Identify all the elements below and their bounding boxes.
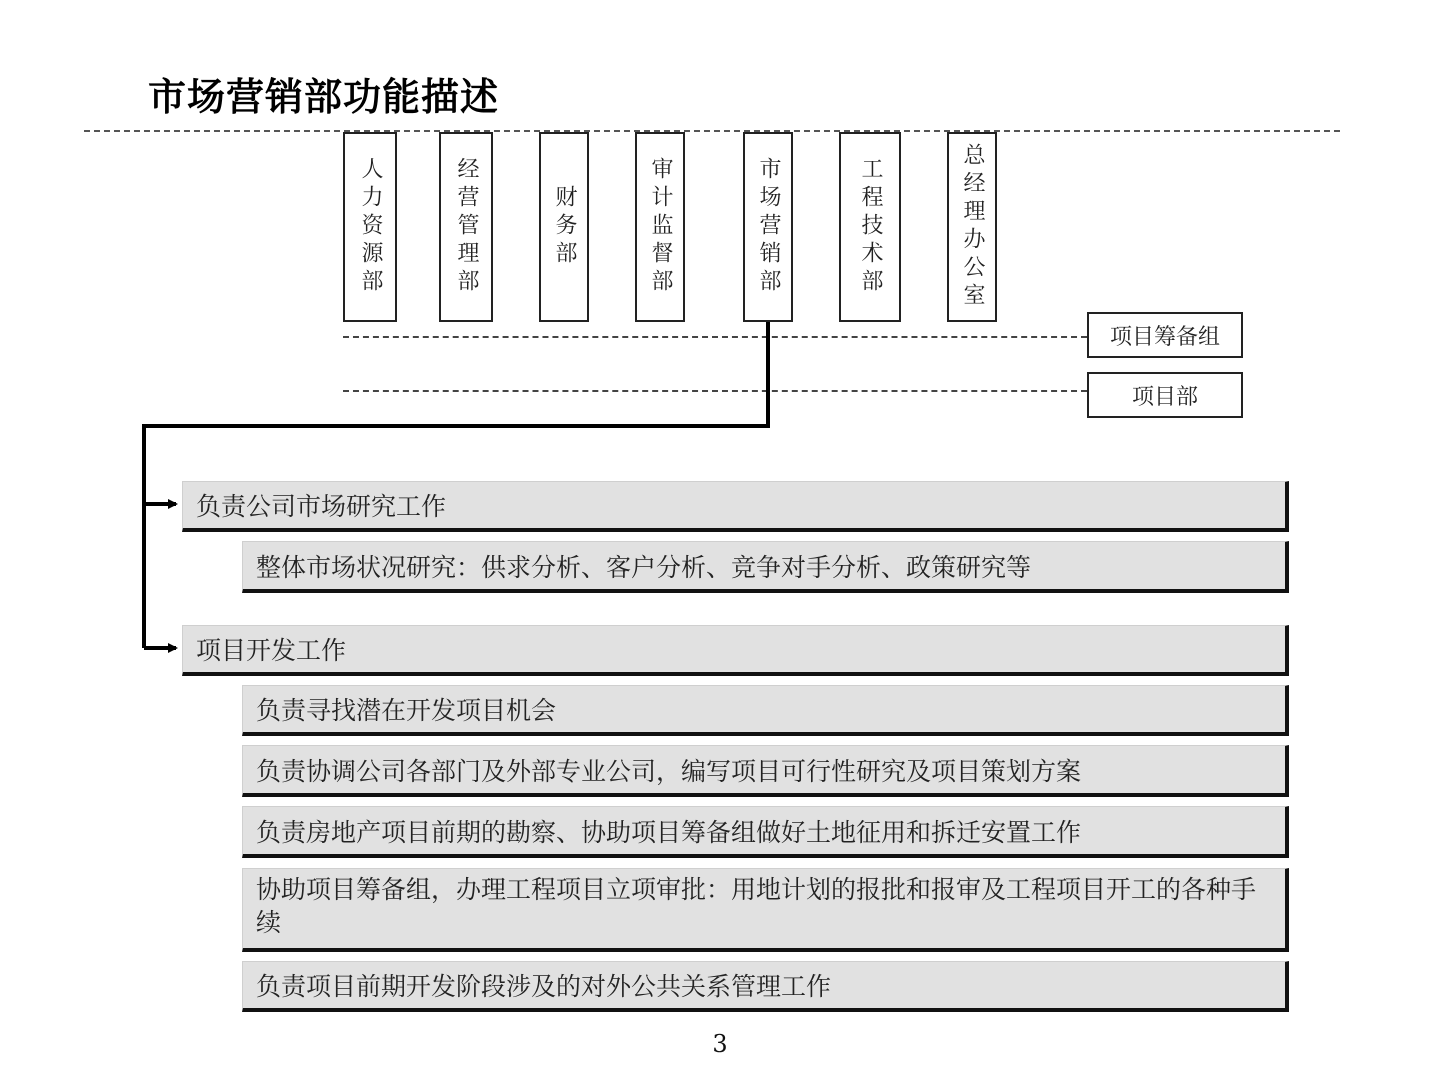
dept-finance (539, 132, 589, 322)
function-detail: 负责协调公司各部门及外部专业公司，编写项目可行性研究及项目策划方案 (242, 745, 1289, 797)
dept-label: 财务部 (552, 185, 577, 269)
dept-label: 审计监督部 (648, 157, 673, 297)
function-detail: 负责寻找潜在开发项目机会 (242, 685, 1289, 736)
project-prep-group-box: 项目筹备组 (1087, 312, 1243, 358)
dashed-link-project-dept (343, 390, 1087, 392)
dept-label: 人力资源部 (358, 157, 383, 297)
dept-operations (439, 132, 493, 322)
function-detail: 协助项目筹备组，办理工程项目立项审批：用地计划的报批和报审及工程项目开工的各种手续 (242, 868, 1289, 952)
page-title: 市场营销部功能描述 (148, 75, 500, 119)
dept-audit (635, 132, 685, 322)
function-heading-project-development: 项目开发工作 (182, 625, 1289, 676)
function-detail: 整体市场状况研究：供求分析、客户分析、竞争对手分析、政策研究等 (242, 541, 1289, 593)
dashed-link-prep-group (343, 336, 1087, 338)
dept-engineering (839, 132, 901, 322)
dept-hr (343, 132, 397, 322)
dept-label: 工程技术部 (858, 157, 883, 297)
function-heading-market-research: 负责公司市场研究工作 (182, 481, 1289, 532)
dept-gm-office (947, 132, 997, 322)
project-dept-box: 项目部 (1087, 372, 1243, 418)
function-detail: 负责房地产项目前期的勘察、协助项目筹备组做好土地征用和拆迁安置工作 (242, 806, 1289, 858)
title-divider (84, 130, 1340, 132)
function-detail: 负责项目前期开发阶段涉及的对外公共关系管理工作 (242, 961, 1289, 1012)
dept-label: 经营管理部 (454, 157, 479, 297)
page-number: 3 (712, 1030, 728, 1058)
dept-label: 总经理办公室 (960, 143, 985, 311)
dept-marketing (743, 132, 793, 322)
dept-label: 市场营销部 (756, 157, 781, 297)
